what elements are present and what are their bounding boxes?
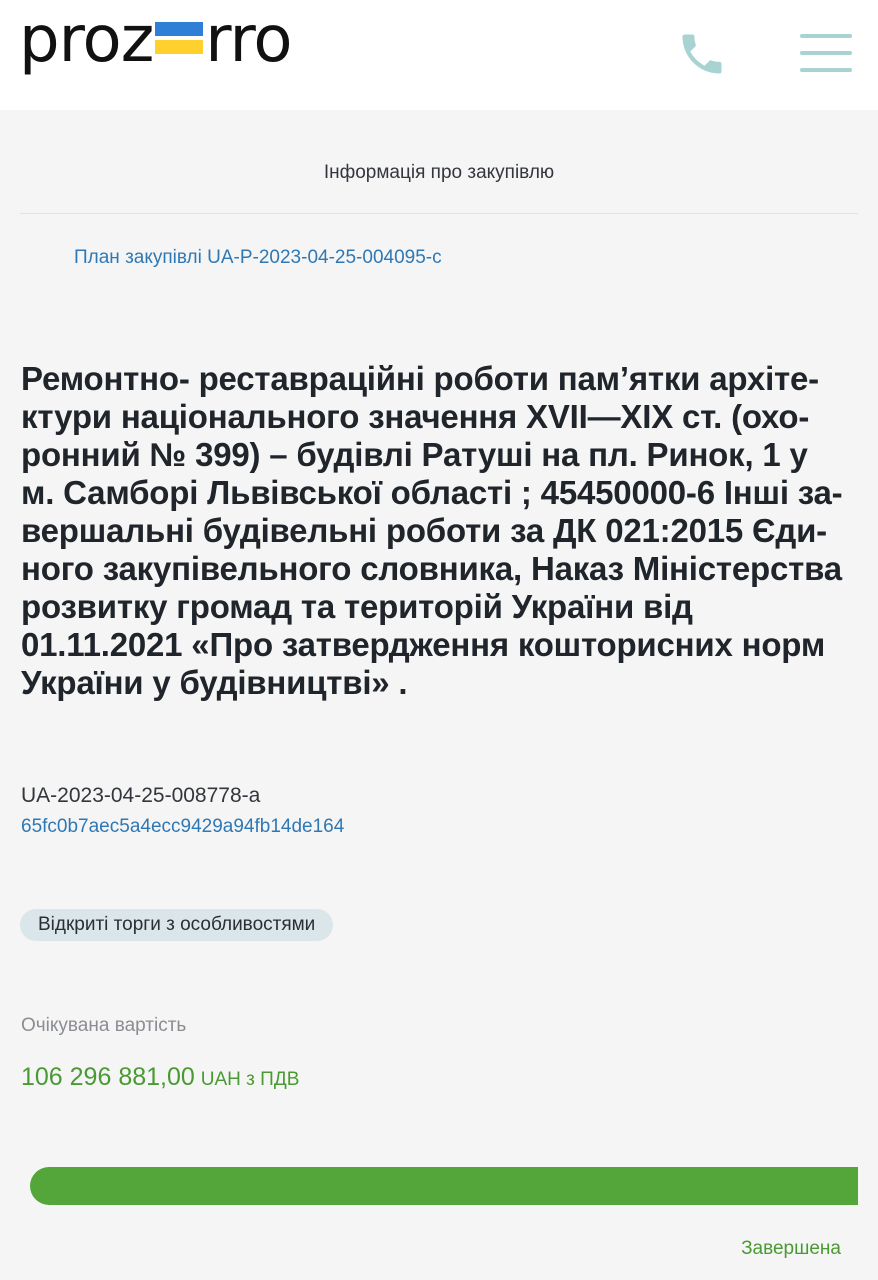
tender-title-line: Ремонтно- реставраційні роботи пам’ятки архіте- xyxy=(21,360,819,397)
tender-title-line: 01.11.2021 «Про затвердження кошторисних норм xyxy=(21,626,826,663)
app-header xyxy=(0,0,878,110)
procurement-plan-link[interactable]: План закупівлі UA-P-2023-04-25-004095-c xyxy=(74,247,442,268)
tender-title-line: вершальні будівельні роботи за ДК 021:2015 Єди- xyxy=(21,512,827,549)
prozorro-logo[interactable] xyxy=(19,4,292,84)
divider xyxy=(20,213,858,214)
procedure-type-badge: Відкриті торги з особливостями xyxy=(20,909,333,941)
hamburger-menu-icon[interactable] xyxy=(800,34,852,72)
tender-title-line: розвитку громад та територій України від xyxy=(21,588,693,625)
logo-text-right: rro xyxy=(205,3,292,77)
tender-status: Завершена xyxy=(741,1238,841,1259)
tender-title-line: м. Самборі Львівської області ; 45450000-6 Інші за- xyxy=(21,474,843,511)
status-progress-bar xyxy=(30,1167,858,1205)
expected-value-currency: UAH з ПДВ xyxy=(200,1069,300,1090)
logo-text-left: proz xyxy=(19,3,154,77)
tender-title-line: ктури національного значення XVII—XIX ст. (охо- xyxy=(21,398,810,435)
tender-hash-link[interactable]: 65fc0b7aec5a4ecc9429a94fb14de164 xyxy=(21,816,345,837)
tender-title-line: ного закупівельного словника, Наказ Міністерства xyxy=(21,550,842,587)
ukraine-flag-icon xyxy=(155,22,203,54)
phone-icon[interactable] xyxy=(676,28,728,80)
tender-title-line: ронний № 399) – будівлі Ратуші на пл. Ринок, 1 у xyxy=(21,436,808,473)
section-title: Інформація про закупівлю xyxy=(323,162,555,183)
tender-title-line: України у будівництві» . xyxy=(21,664,408,701)
tender-title xyxy=(21,360,861,702)
tender-id: UA-2023-04-25-008778-a xyxy=(21,784,261,807)
expected-value-amount: 106 296 881,00 xyxy=(21,1063,195,1091)
expected-value-label: Очікувана вартість xyxy=(21,1015,187,1036)
expected-value xyxy=(21,1063,299,1092)
